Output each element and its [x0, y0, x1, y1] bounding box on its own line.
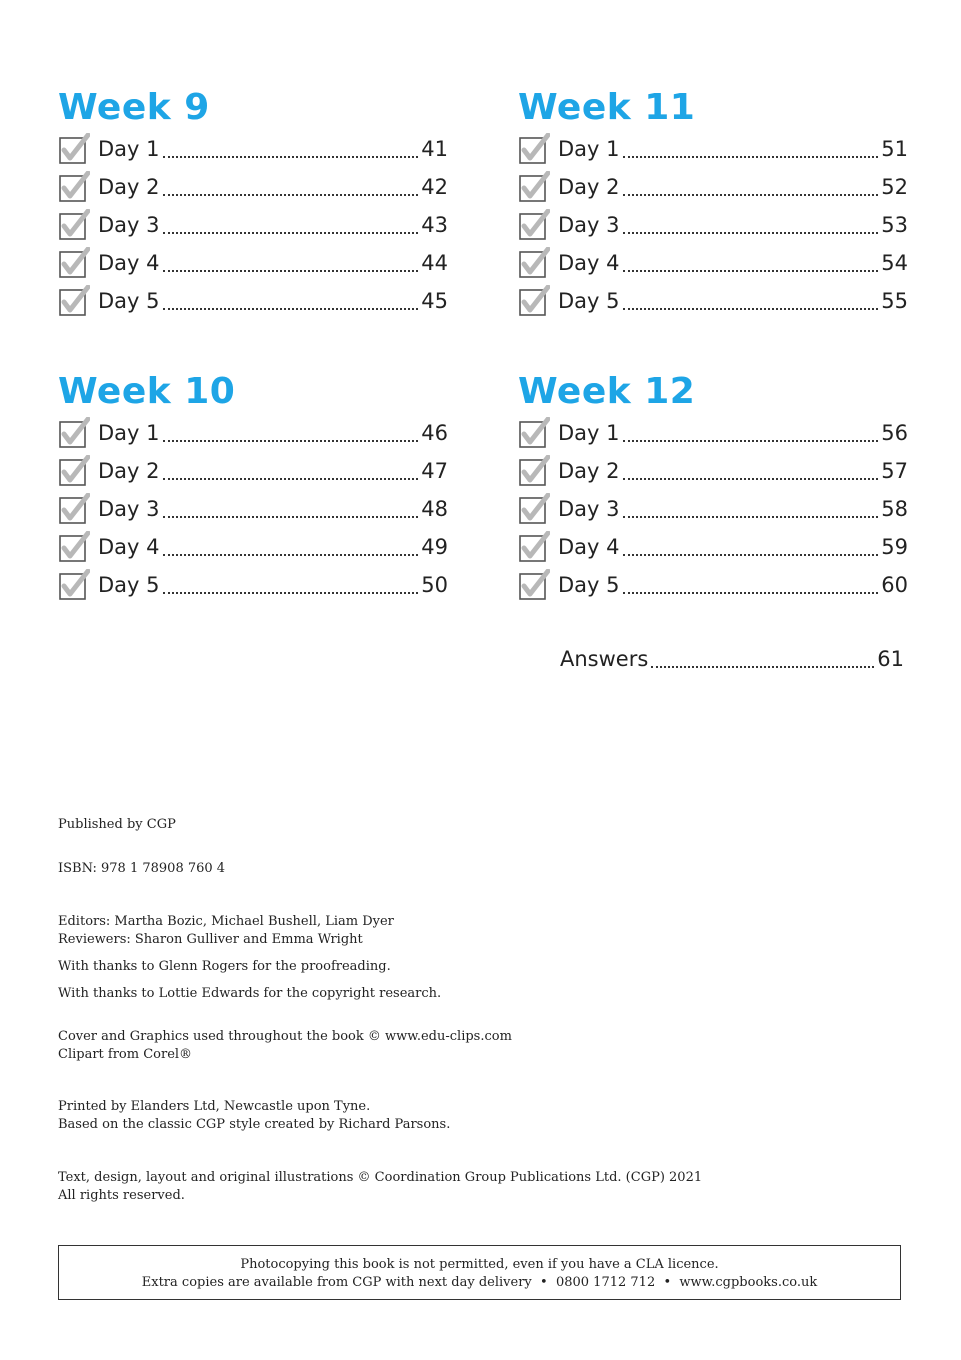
day-label: Day 5	[98, 573, 160, 597]
checkbox-icon[interactable]	[518, 455, 550, 487]
reviewers-line: Reviewers: Sharon Gulliver and Emma Wright	[58, 932, 363, 947]
answers-row	[560, 643, 904, 675]
copyright-line: Text, design, layout and original illustrations © Coordination Group Publications Ltd. (CGP) 2021	[58, 1170, 703, 1185]
leader-dots	[163, 496, 419, 518]
day-row	[58, 490, 448, 528]
leader-dots	[163, 572, 419, 594]
checkbox-icon[interactable]	[58, 285, 90, 317]
leader-dots	[623, 534, 879, 556]
day-row	[58, 528, 448, 566]
leader-dots	[163, 212, 419, 234]
day-row	[58, 414, 448, 452]
week-10-section	[58, 370, 448, 604]
leader-dots	[651, 646, 874, 668]
day-label: Day 1	[558, 137, 620, 161]
week-title: Week 9	[58, 87, 210, 128]
page-number: 43	[421, 213, 448, 237]
day-row	[518, 528, 908, 566]
day-row	[518, 168, 908, 206]
publisher-line: Published by CGP	[58, 817, 176, 832]
checkbox-icon[interactable]	[58, 171, 90, 203]
week-title: Week 10	[58, 371, 236, 412]
page-number: 55	[881, 289, 908, 313]
day-row	[58, 206, 448, 244]
day-label: Day 5	[558, 289, 620, 313]
week-title: Week 11	[518, 87, 696, 128]
page-number: 60	[881, 573, 908, 597]
credits-info	[58, 913, 441, 1003]
notice-line-1: Photocopying this book is not permitted, even if you have a CLA licence.	[240, 1257, 719, 1272]
graphics-credits	[58, 1028, 512, 1064]
week-12-section	[518, 370, 908, 604]
day-row	[58, 130, 448, 168]
day-row	[58, 282, 448, 320]
day-label: Day 4	[558, 251, 620, 275]
day-label: Day 2	[98, 459, 160, 483]
day-row	[58, 244, 448, 282]
page-number: 59	[881, 535, 908, 559]
day-label: Day 5	[558, 573, 620, 597]
week-title: Week 12	[518, 371, 696, 412]
day-row	[518, 490, 908, 528]
day-label: Day 3	[98, 497, 160, 521]
photocopy-notice	[58, 1245, 901, 1300]
checkbox-icon[interactable]	[518, 247, 550, 279]
week-9-section	[58, 86, 448, 320]
page-number: 54	[881, 251, 908, 275]
day-label: Day 3	[98, 213, 160, 237]
day-label: Day 5	[98, 289, 160, 313]
day-row	[518, 452, 908, 490]
leader-dots	[623, 136, 879, 158]
page-number: 52	[881, 175, 908, 199]
week-11-section	[518, 86, 908, 320]
checkbox-icon[interactable]	[58, 455, 90, 487]
day-row	[518, 282, 908, 320]
leader-dots	[623, 458, 879, 480]
notice-line-2: Extra copies are available from CGP with next day delivery • 0800 1712 712 • www.cgpbooks.co.uk	[141, 1275, 818, 1290]
day-row	[518, 414, 908, 452]
checkbox-icon[interactable]	[58, 569, 90, 601]
checkbox-icon[interactable]	[518, 133, 550, 165]
checkbox-icon[interactable]	[518, 285, 550, 317]
checkbox-icon[interactable]	[58, 493, 90, 525]
page-number: 58	[881, 497, 908, 521]
day-label: Day 1	[98, 137, 160, 161]
leader-dots	[163, 250, 419, 272]
page-number: 41	[421, 137, 448, 161]
day-row	[58, 452, 448, 490]
page-number: 57	[881, 459, 908, 483]
page-number: 49	[421, 535, 448, 559]
day-label: Day 4	[558, 535, 620, 559]
leader-dots	[163, 174, 419, 196]
day-row	[58, 566, 448, 604]
cover-credit: Cover and Graphics used throughout the book © www.edu-clips.com	[58, 1029, 512, 1044]
answers-label: Answers	[560, 647, 649, 671]
page-number: 56	[881, 421, 908, 445]
checkbox-icon[interactable]	[58, 209, 90, 241]
page-number: 61	[877, 647, 904, 671]
day-label: Day 4	[98, 535, 160, 559]
day-label: Day 2	[558, 459, 620, 483]
checkbox-icon[interactable]	[518, 569, 550, 601]
day-row	[518, 244, 908, 282]
clipart-credit: Clipart from Corel®	[58, 1047, 193, 1062]
leader-dots	[623, 288, 879, 310]
page-number: 50	[421, 573, 448, 597]
leader-dots	[623, 212, 879, 234]
checkbox-icon[interactable]	[518, 531, 550, 563]
proofreading-thanks: With thanks to Glenn Rogers for the proofreading.	[58, 959, 391, 974]
leader-dots	[623, 496, 879, 518]
checkbox-icon[interactable]	[58, 417, 90, 449]
checkbox-icon[interactable]	[518, 417, 550, 449]
checkbox-icon[interactable]	[518, 493, 550, 525]
leader-dots	[163, 534, 419, 556]
checkbox-icon[interactable]	[58, 247, 90, 279]
page-number: 47	[421, 459, 448, 483]
rights-line: All rights reserved.	[58, 1188, 185, 1203]
publisher-info	[58, 816, 176, 834]
printer-line: Printed by Elanders Ltd, Newcastle upon Tyne.	[58, 1099, 371, 1114]
day-row	[518, 206, 908, 244]
isbn-line: ISBN: 978 1 78908 760 4	[58, 861, 226, 876]
printer-info	[58, 1098, 450, 1134]
page-number: 45	[421, 289, 448, 313]
page-number: 53	[881, 213, 908, 237]
day-label: Day 3	[558, 497, 620, 521]
day-label: Day 4	[98, 251, 160, 275]
leader-dots	[623, 250, 879, 272]
day-label: Day 2	[98, 175, 160, 199]
isbn-info	[58, 860, 225, 878]
copyright-info	[58, 1169, 702, 1205]
day-label: Day 1	[558, 421, 620, 445]
day-row	[518, 566, 908, 604]
leader-dots	[623, 420, 879, 442]
editors-line: Editors: Martha Bozic, Michael Bushell, Liam Dyer	[58, 914, 394, 929]
checkbox-icon[interactable]	[518, 171, 550, 203]
checkbox-icon[interactable]	[58, 531, 90, 563]
leader-dots	[623, 174, 879, 196]
page-number: 51	[881, 137, 908, 161]
day-label: Day 2	[558, 175, 620, 199]
leader-dots	[623, 572, 879, 594]
page-number: 46	[421, 421, 448, 445]
leader-dots	[163, 420, 419, 442]
day-label: Day 1	[98, 421, 160, 445]
style-credit: Based on the classic CGP style created by Richard Parsons.	[58, 1117, 451, 1132]
leader-dots	[163, 288, 419, 310]
leader-dots	[163, 136, 419, 158]
day-label: Day 3	[558, 213, 620, 237]
checkbox-icon[interactable]	[58, 133, 90, 165]
day-row	[58, 168, 448, 206]
page-number: 42	[421, 175, 448, 199]
checkbox-icon[interactable]	[518, 209, 550, 241]
copyright-research-thanks: With thanks to Lottie Edwards for the copyright research.	[58, 986, 442, 1001]
page-number: 48	[421, 497, 448, 521]
leader-dots	[163, 458, 419, 480]
day-row	[518, 130, 908, 168]
page-number: 44	[421, 251, 448, 275]
